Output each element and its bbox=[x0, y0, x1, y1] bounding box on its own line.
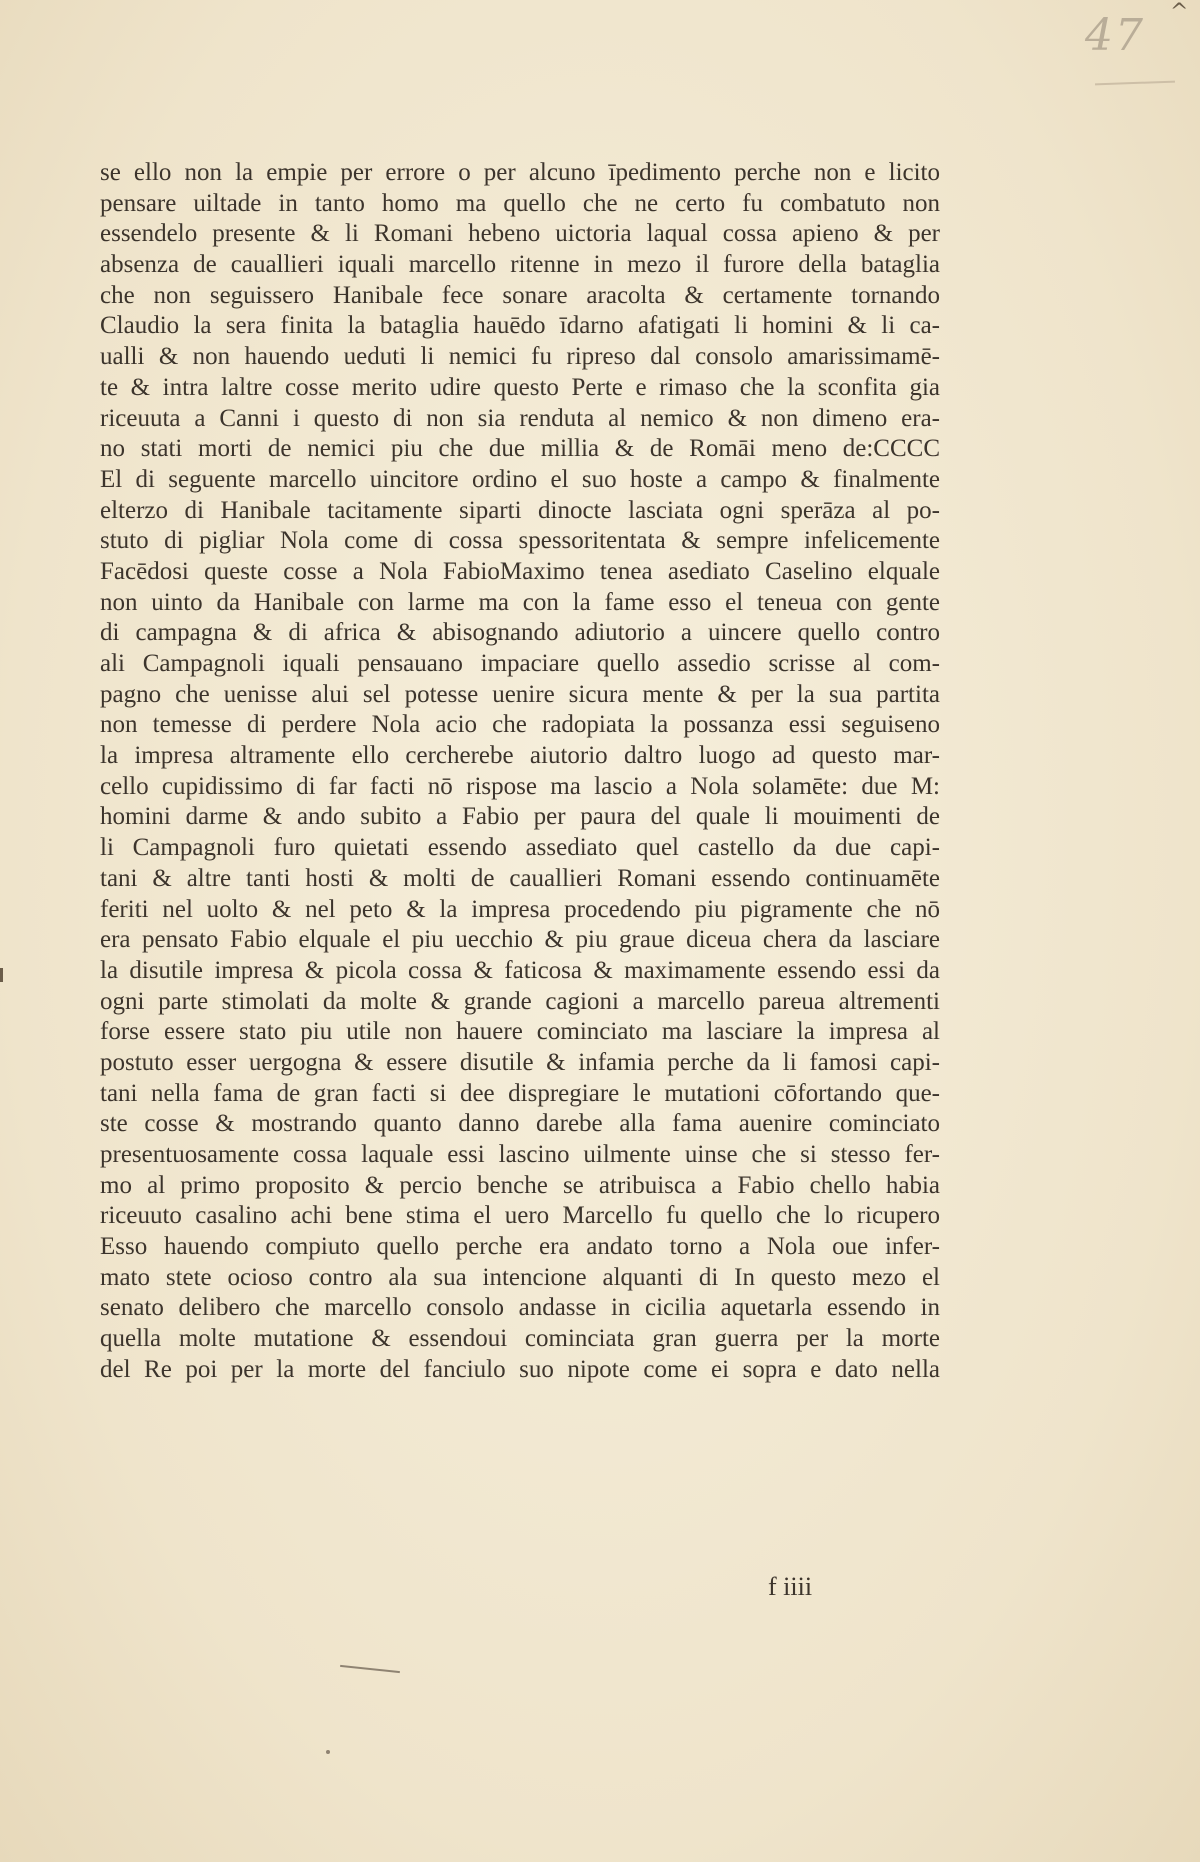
text-line: El di seguente marcello uincitore ordino el suo hoste a campo & finalmente bbox=[100, 465, 940, 493]
signature-mark: f iiii bbox=[768, 1572, 813, 1601]
text-line: mo al primo proposito & percio benche se atribuisca a Fabio chello habia bbox=[100, 1171, 940, 1199]
pen-stroke bbox=[340, 1665, 400, 1673]
ink-dot bbox=[326, 1750, 330, 1754]
text-line: pensare uiltade in tanto homo ma quello che ne certo fu combatuto non bbox=[100, 189, 940, 217]
text-line: Esso hauendo compiuto quello perche era andato torno a Nola oue infer- bbox=[100, 1233, 940, 1261]
folio-number: 47 bbox=[1085, 10, 1145, 61]
folio-underline bbox=[1095, 81, 1175, 86]
text-line: del Re poi per la morte del fanciulo suo nipote come ei sopra e dato nella bbox=[100, 1355, 940, 1383]
text-line: ogni parte stimolati da molte & grande cagioni a marcello pareua altrementi bbox=[100, 987, 940, 1015]
text-line: stuto di pigliar Nola come di cossa spessoritentata & sempre infelicemente bbox=[100, 527, 940, 555]
text-line: riceuuto casalino achi bene stima el uero Marcello fu quello che lo ricupero bbox=[100, 1202, 940, 1230]
text-line: feriti nel uolto & nel peto & la impresa procedendo piu pigramente che nō bbox=[100, 895, 940, 923]
text-line: la disutile impresa & picola cossa & faticosa & maximamente essendo essi da bbox=[100, 956, 940, 984]
text-line: la impresa altramente ello cercherebe aiutorio daltro luogo ad questo mar- bbox=[100, 742, 940, 770]
text-line: ualli & non hauendo ueduti li nemici fu ripreso dal consolo amarissimamē- bbox=[100, 343, 940, 371]
text-line: li Campagnoli furo quietati essendo assediato quel castello da due capi- bbox=[100, 834, 940, 862]
text-line: no stati morti de nemici piu che due millia & de Romāi meno de:CCCC bbox=[100, 435, 940, 463]
text-line: Claudio la sera finita la bataglia hauēdo īdarno afatigati li homini & li ca- bbox=[100, 312, 940, 340]
text-line: elterzo di Hanibale tacitamente siparti dinocte lasciata ogni sperāza al po- bbox=[100, 496, 940, 524]
text-line: essendelo presente & li Romani hebeno uictoria laqual cossa apieno & per bbox=[100, 220, 940, 248]
text-line: Facēdosi queste cosse a Nola FabioMaximo tenea asediato Caselino elquale bbox=[100, 557, 940, 585]
text-line: postuto esser uergogna & essere disutile & infamia perche da li famosi capi- bbox=[100, 1048, 940, 1076]
text-line: cello cupidissimo di far facti nō rispose ma lascio a Nola solamēte: due M: bbox=[100, 772, 940, 800]
text-line: forse essere stato piu utile non hauere cominciato ma lasciare la impresa al bbox=[100, 1018, 940, 1046]
text-line: di campagna & di africa & abisognando adiutorio a uincere quello contro bbox=[100, 619, 940, 647]
text-line: riceuuta a Canni i questo di non sia renduta al nemico & non dimeno era- bbox=[100, 404, 940, 432]
text-line: ste cosse & mostrando quanto danno darebe alla fama auenire cominciato bbox=[100, 1110, 940, 1138]
text-line: non uinto da Hanibale con larme ma con la fame esso el teneua con gente bbox=[100, 588, 940, 616]
text-line: quella molte mutatione & essendoui cominciata gran guerra per la morte bbox=[100, 1325, 940, 1353]
text-line: era pensato Fabio elquale el piu uecchio & piu graue diceua chera da lasciare bbox=[100, 926, 940, 954]
text-line: non temesse di perdere Nola acio che radopiata la possanza essi seguiseno bbox=[100, 711, 940, 739]
text-line: che non seguissero Hanibale fece sonare aracolta & certamente tornando bbox=[100, 281, 940, 309]
text-line: te & intra laltre cosse merito udire questo Perte e rimaso che la sconfita gia bbox=[100, 373, 940, 401]
text-line: presentuosamente cossa laquale essi lascino uilmente uinse che si stesso fer- bbox=[100, 1141, 940, 1168]
text-line: se ello non la empie per errore o per alcuno īpedimento perche non e licito bbox=[100, 159, 940, 186]
text-line: senato delibero che marcello consolo andasse in cicilia aquetarla essendo in bbox=[100, 1294, 940, 1322]
text-line: tani & altre tanti hosti & molti de cauallieri Romani essendo continuamēte bbox=[100, 864, 940, 892]
text-line: tani nella fama de gran facti si dee dispregiare le mutationi cōfortando que- bbox=[100, 1079, 940, 1107]
text-line: absenza de cauallieri iquali marcello ritenne in mezo il furore della bataglia bbox=[100, 251, 940, 279]
text-line: pagno che uenisse alui sel potesse uenire sicura mente & per la sua partita bbox=[100, 680, 940, 708]
corner-mark: ^ bbox=[1170, 0, 1189, 25]
text-line: ali Campagnoli iquali pensauano impaciare quello assedio scrisse al com- bbox=[100, 650, 940, 677]
margin-tick bbox=[0, 968, 3, 982]
body-text bbox=[100, 158, 940, 1386]
text-line: homini darme & ando subito a Fabio per paura del quale li mouimenti de bbox=[100, 803, 940, 831]
text-line: mato stete ocioso contro ala sua intencione alquanti di In questo mezo el bbox=[100, 1263, 940, 1291]
